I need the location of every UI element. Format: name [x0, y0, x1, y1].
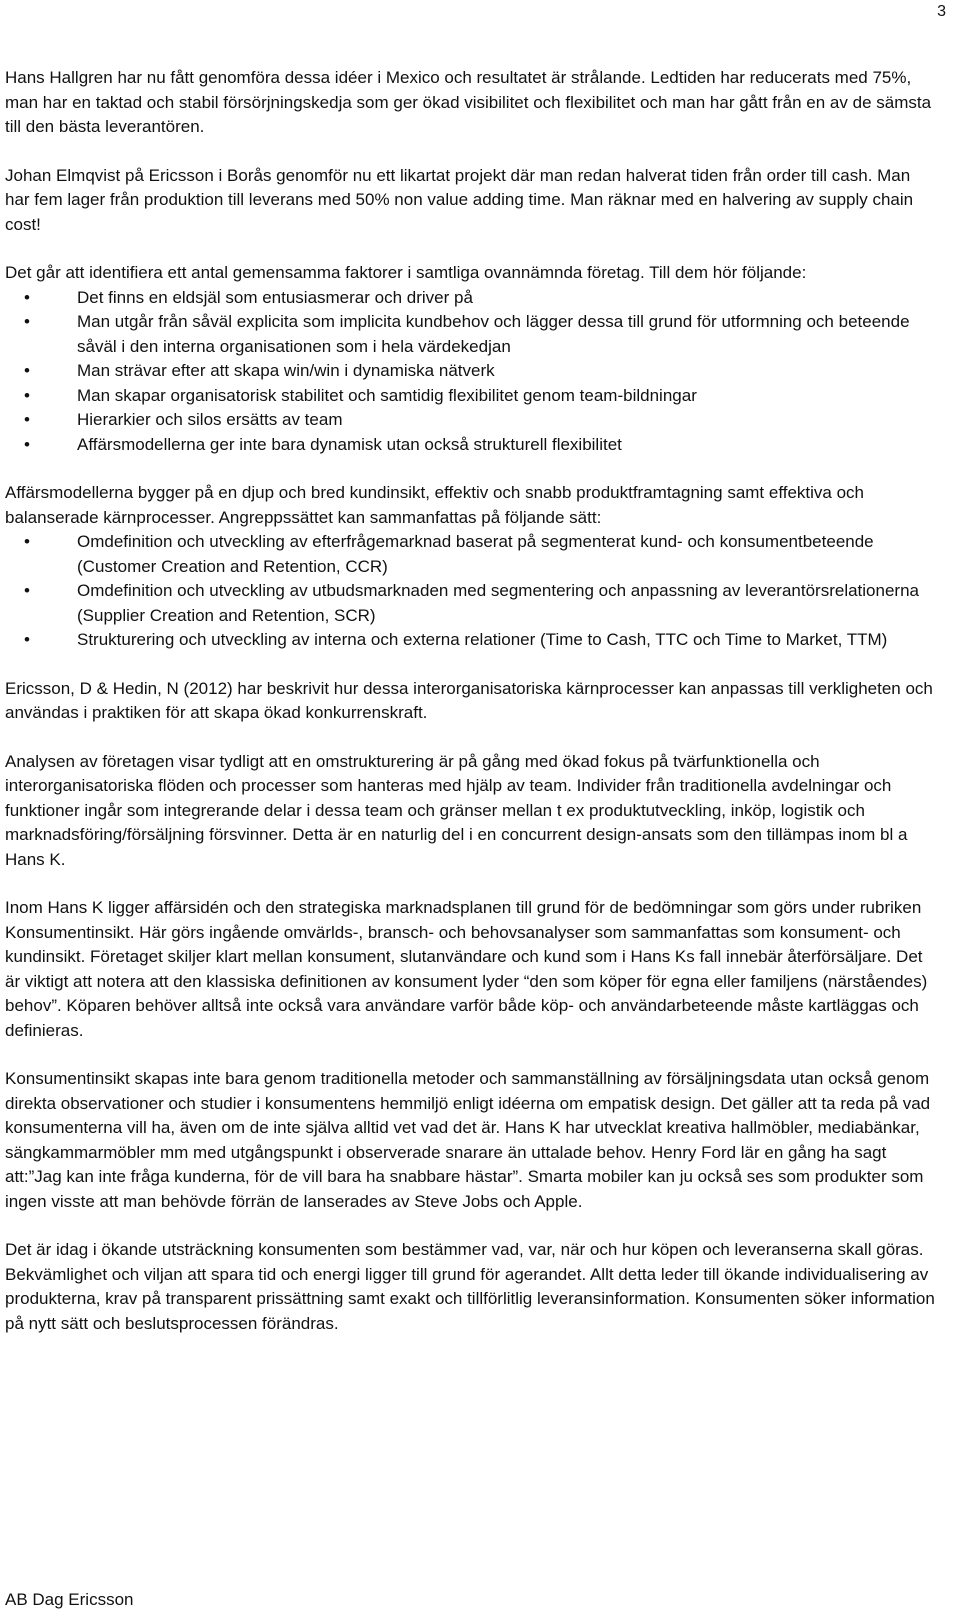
approach-list	[5, 530, 935, 653]
footer-author: AB Dag Ericsson	[5, 1590, 134, 1609]
list-item: • Man utgår från såväl explicita som implicita kundbehov och lägger dessa till grund för utformning och beteende såväl i den interna organisationen som i hela värdekedjan	[5, 310, 935, 359]
document-body	[5, 66, 935, 1336]
paragraph-citation: Ericsson, D & Hedin, N (2012) har beskrivit hur dessa interorganisatoriska kärnprocesser kan anpassas till verkligheten och användas i praktiken för att skapa ökad konkurrenskraft.	[5, 678, 933, 722]
paragraph-empathic-design: Konsumentinsikt skapas inte bara genom traditionella metoder och sammanställning av försäljningsdata utan också genom direkta observationer och studier i konsumentens hemmiljö enligt idéerna om empatisk design. Det gäller att ta reda på vad konsumenterna vill ha, även om de inte själva alltid vet vad det är. Hans K har utvecklat kreativa hallmöbler, mediabänkar, sängkammarmöbler mm med utgångspunkt i observerade snarare än uttalade behov. Henry Ford lär en gång ha sagt att:”Jag kan inte fråga kunderna, för de vill bara ha snabbare hästar”. Smarta mobiler kan ju också ses som produkter som ingen visste att man behövde förrän de lanserades av Steve Jobs och Apple.	[5, 1069, 931, 1211]
paragraph-common-factors: Det går att identifiera ett antal gemensamma faktorer i samtliga ovannämnda företag. Till dem hör följande:	[5, 263, 807, 282]
list-item: • Strukturering och utveckling av interna och externa relationer (Time to Cash, TTC och Time to Market, TTM)	[5, 628, 935, 653]
page-number: 3	[937, 3, 946, 20]
common-factors-list	[5, 286, 935, 458]
list-item: • Omdefinition och utveckling av efterfrågemarknad baserat på segmenterat kund- och konsumentbeteende (Customer Creation and Retention, CCR)	[5, 530, 935, 579]
list-item: • Man strävar efter att skapa win/win i dynamiska nätverk	[5, 359, 935, 384]
paragraph-consumer-decides: Det är idag i ökande utsträckning konsumenten som bestämmer vad, var, när och hur köpen och leveranserna skall göras. Bekvämlighet och viljan att spara tid och energi ligger till grund för agerandet. Allt detta leder till ökande individualisering av produkterna, krav på transparent prissättning samt exakt och tillförlitlig leveransinformation. Konsumenten söker information på nytt sätt och beslutsprocessen förändras.	[5, 1240, 935, 1333]
paragraph-analysis: Analysen av företagen visar tydligt att en omstrukturering är på gång med ökad fokus på tvärfunktionella och interorganisatoriska flöden och processer som hanteras med hjälp av team. Individer från traditionella avdelningar och funktioner ingår som integrerande delar i dessa team och gränser mellan t ex produktutveckling, inköp, logistik och marknadsföring/försäljning försvinner. Detta är en naturlig del i en concurrent design-ansats som den tillämpas inom bl a Hans K.	[5, 751, 908, 869]
paragraph-mexico-results: Hans Hallgren har nu fått genomföra dessa idéer i Mexico och resultatet är strålande. Ledtiden har reducerats med 75%, man har en taktad och stabil försörjningskedja som ger ökad visibilitet och flexibilitet och man har gått från en av de sämsta till den bästa leverantören.	[5, 68, 932, 136]
list-item: • Det finns en eldsjäl som entusiasmerar och driver på	[5, 286, 935, 311]
paragraph-business-models: Affärsmodellerna bygger på en djup och bred kundinsikt, effektiv och snabb produktframtagning samt effektiva och balanserade kärnprocesser. Angreppssättet kan sammanfattas på följande sätt:	[5, 483, 865, 527]
list-item: • Omdefinition och utveckling av utbudsmarknaden med segmentering och anpassning av leverantörsrelationerna (Supplier Creation and Retention, SCR)	[5, 579, 935, 628]
list-item: • Affärsmodellerna ger inte bara dynamisk utan också strukturell flexibilitet	[5, 433, 935, 458]
list-item: • Man skapar organisatorisk stabilitet och samtidig flexibilitet genom team-bildningar	[5, 384, 935, 409]
paragraph-consumer-insight: Inom Hans K ligger affärsidén och den strategiska marknadsplanen till grund för de bedömningar som görs under rubriken Konsumentinsikt. Här görs ingående omvärlds-, bransch- och behovsanalyser som sammanfattas som konsument- och kundinsikt. Företaget skiljer klart mellan konsument, slutanvändare och kund som i Hans Ks fall innebär återförsäljare. Det är viktigt att notera att den klassiska definitionen av konsument lyder “den som köper för egna eller familjens (närståendes) behov”. Köparen behöver alltså inte också vara användare varför både köp- och användarbeteende måste kartläggas och definieras.	[5, 898, 928, 1040]
list-item: • Hierarkier och silos ersätts av team	[5, 408, 935, 433]
paragraph-ericsson-boras: Johan Elmqvist på Ericsson i Borås genomför nu ett likartat projekt där man redan halverat tiden från order till cash. Man har fem lager från produktion till leverans med 50% non value adding time. Man räknar med en halvering av supply chain cost!	[5, 165, 914, 234]
